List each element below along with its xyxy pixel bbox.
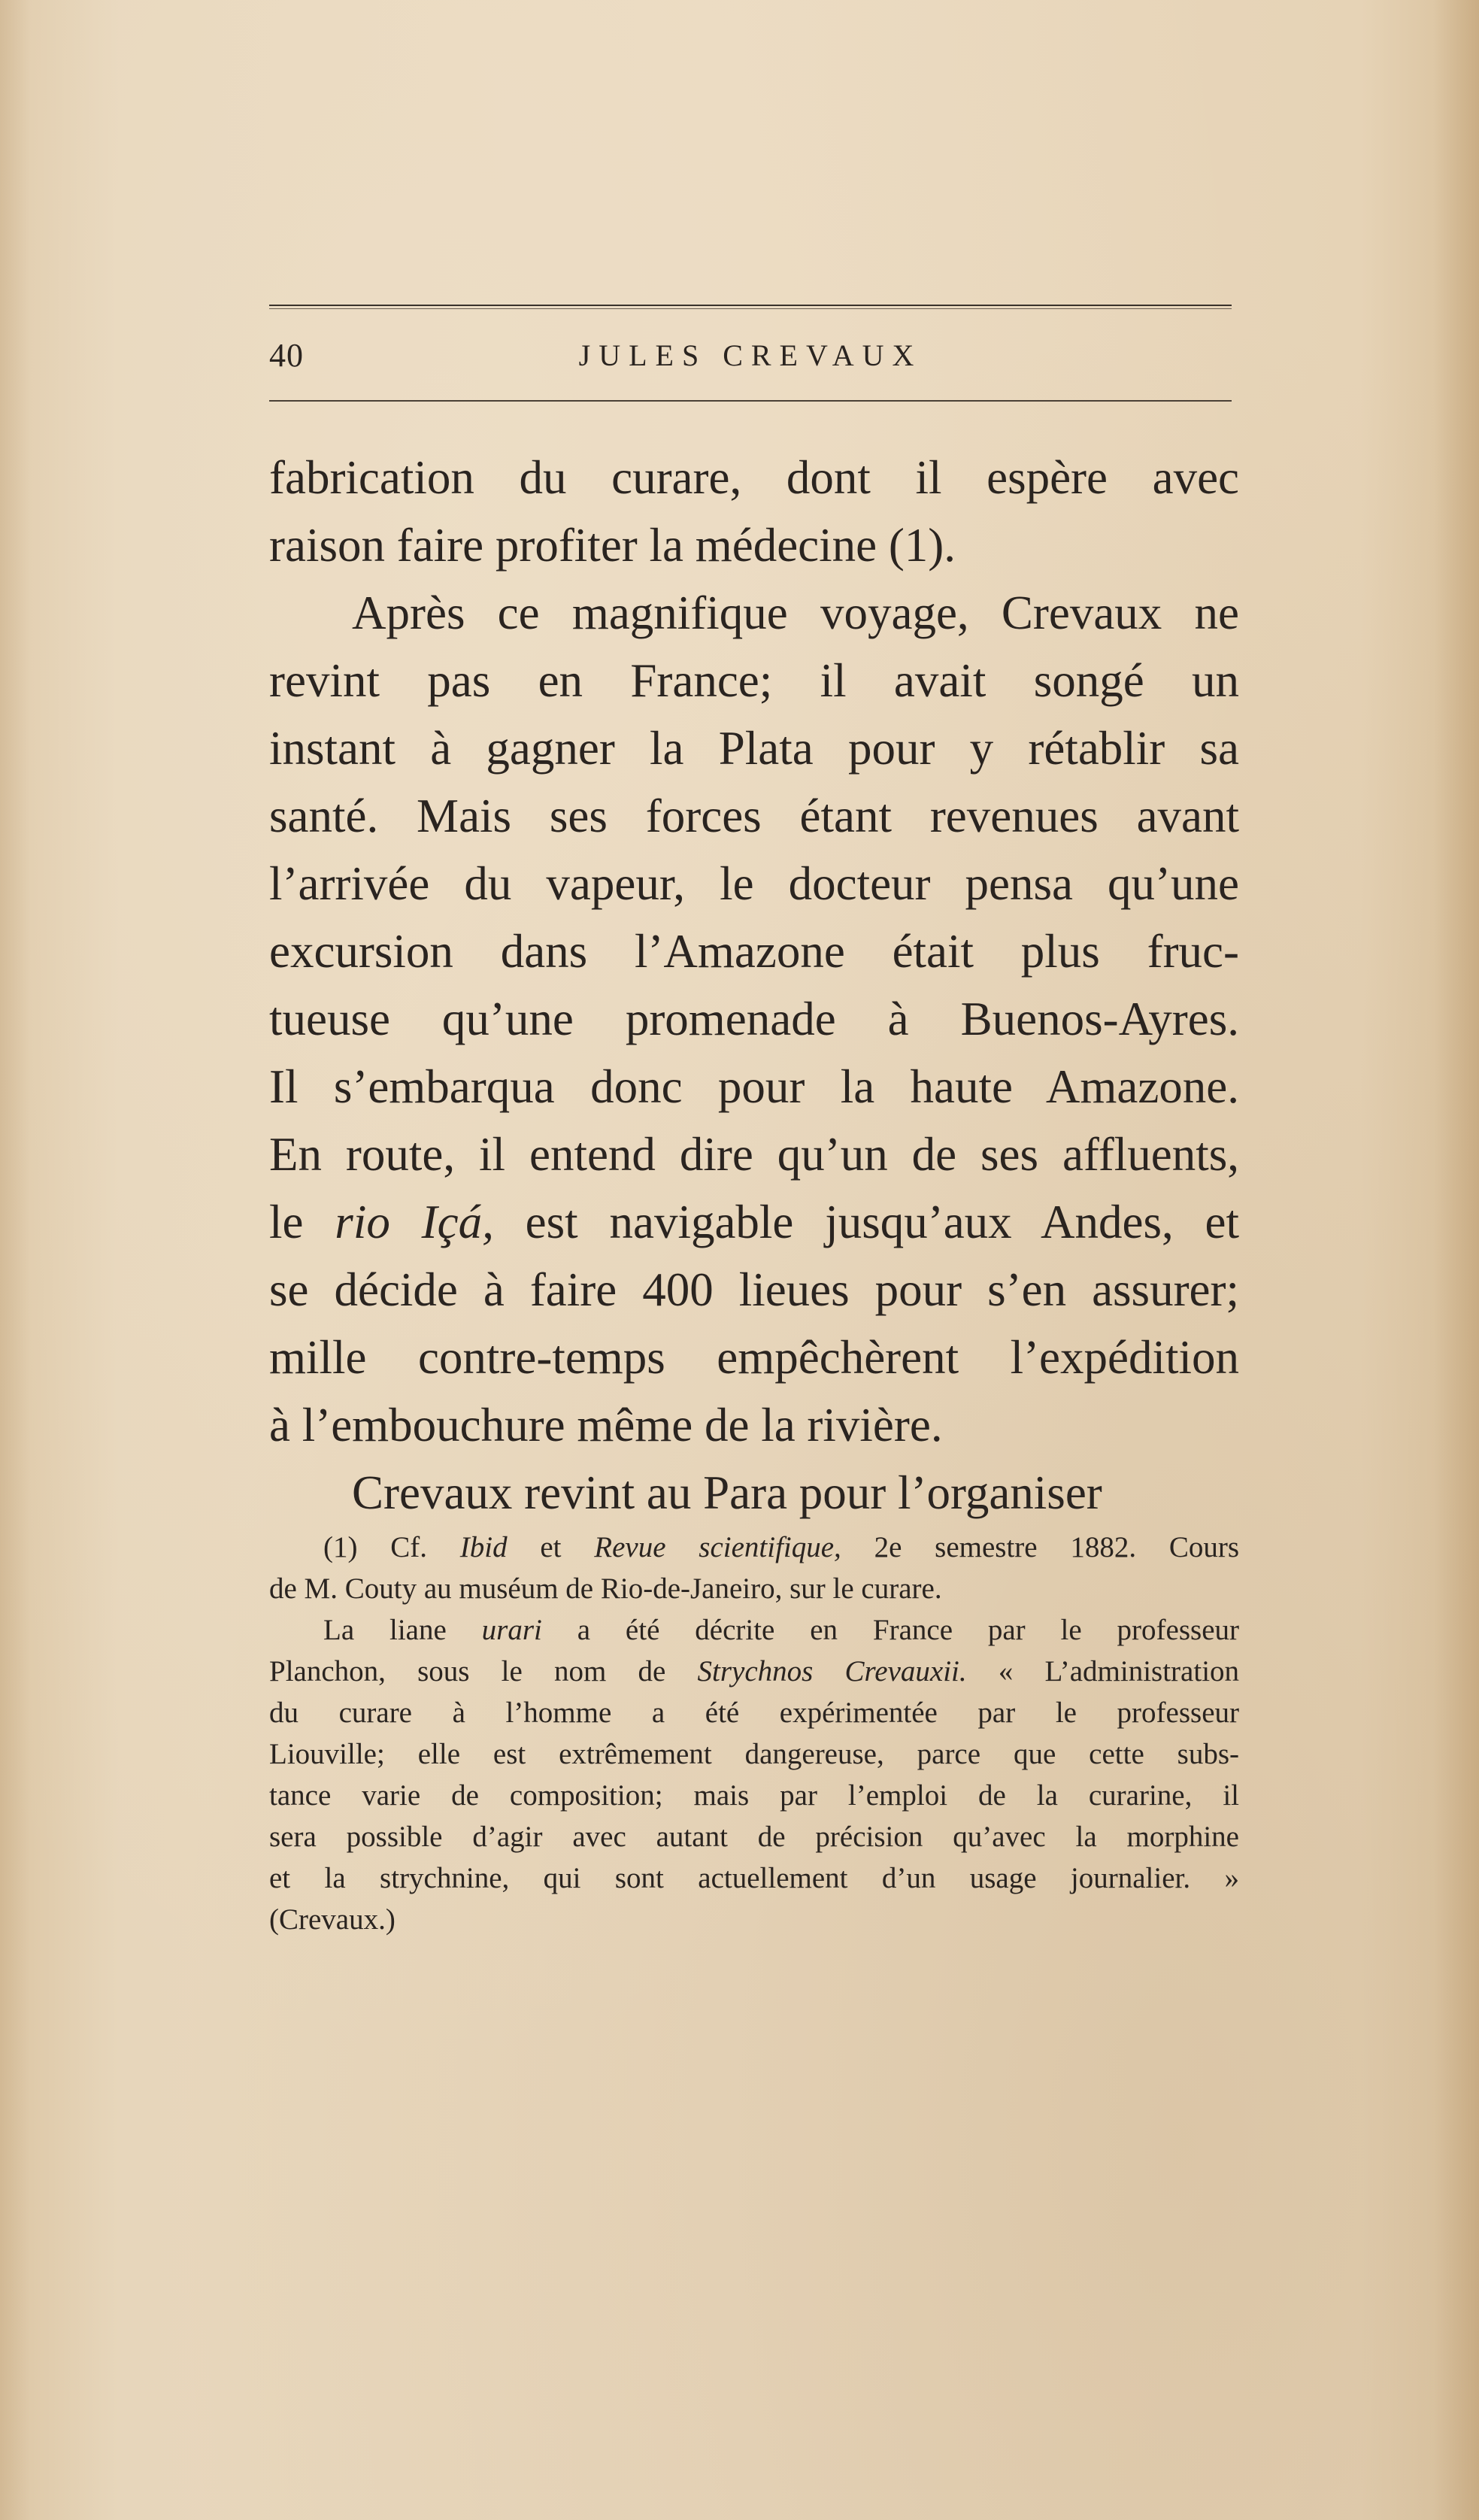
body-line: instant à gagner la Plata pour y rétablir sa: [269, 722, 1239, 775]
header-rule-top: [269, 305, 1232, 309]
body-line: En route, il entend dire qu’un de ses affluents,: [269, 1128, 1239, 1181]
body-word: le: [269, 1196, 304, 1248]
footnote-text: a été décrite en France par le professeur: [577, 1614, 1239, 1646]
body-line: raison faire profiter la médecine (1).: [269, 519, 956, 572]
body-line: l’arrivée du vapeur, le docteur pensa qu’une: [269, 857, 1239, 910]
body-line: se décide à faire 400 lieues pour s’en assurer;: [269, 1263, 1239, 1316]
footnote-text: 2e semestre 1882. Cours: [874, 1531, 1240, 1563]
body-line: fabrication du curare, dont il espère avec: [269, 451, 1239, 504]
body-line: revint pas en France; il avait songé un: [269, 654, 1239, 707]
body-line: tueuse qu’une promenade à Buenos-Ayres.: [269, 993, 1239, 1045]
page-number: 40: [269, 337, 304, 374]
page-edge-right: [1434, 0, 1479, 2520]
footnote-line: (Crevaux.): [269, 1903, 396, 1936]
footnote-italic: Ibid: [459, 1531, 508, 1563]
footnote-italic: Revue scientifique,: [594, 1531, 841, 1563]
footnotes: [269, 1527, 1239, 1940]
footnote-line: Liouville; elle est extrêmement dangereuse, parce que cette subs-: [269, 1738, 1239, 1770]
footnote-line: de M. Couty au muséum de Rio-de-Janeiro, sur le curare.: [269, 1572, 942, 1605]
footnote-text: La liane: [323, 1614, 447, 1646]
footnote-text: Planchon, sous le nom de: [269, 1655, 666, 1688]
footnote-line: [269, 1527, 1239, 1568]
body-line: santé. Mais ses forces étant revenues avant: [269, 790, 1239, 842]
footnote-mark: (1) Cf.: [323, 1531, 427, 1563]
header-rule-bottom: [269, 400, 1232, 402]
body-line: mille contre-temps empêchèrent l’expédition: [269, 1331, 1239, 1384]
footnote-line: du curare à l’homme a été expérimentée par le professeur: [269, 1697, 1239, 1729]
body-line: [269, 1188, 1239, 1256]
footnote-line: et la strychnine, qui sont actuellement d’un usage journalier. »: [269, 1862, 1239, 1894]
footnote-text: et: [540, 1531, 562, 1563]
footnote-line: [269, 1651, 1239, 1692]
running-title: JULES CREVAUX: [578, 338, 923, 372]
footnote-line: sera possible d’agir avec autant de précision qu’avec la morphine: [269, 1821, 1239, 1853]
page-edge-left: [0, 0, 30, 2520]
body-word: est navigable jusqu’aux Andes, et: [525, 1196, 1240, 1248]
river-name: rio Içá,: [335, 1196, 494, 1248]
footnote-line: [269, 1609, 1239, 1651]
footnote-line: tance varie de composition; mais par l’emploi de la curarine, il: [269, 1779, 1239, 1812]
body-line: excursion dans l’Amazone était plus fruc-: [269, 925, 1239, 978]
body-line: Crevaux revint au Para pour l’organiser: [352, 1466, 1102, 1519]
body-line: Après ce magnifique voyage, Crevaux ne: [352, 587, 1239, 639]
body-line: Il s’embarqua donc pour la haute Amazone.: [269, 1060, 1239, 1113]
body-line: à l’embouchure même de la rivière.: [269, 1399, 943, 1451]
running-head: [269, 329, 1232, 382]
footnote-text: « L’administration: [998, 1655, 1240, 1688]
footnote-italic: urari: [481, 1614, 542, 1646]
footnote-italic: Strychnos Crevauxii.: [697, 1655, 967, 1688]
body-text: [269, 444, 1239, 1527]
